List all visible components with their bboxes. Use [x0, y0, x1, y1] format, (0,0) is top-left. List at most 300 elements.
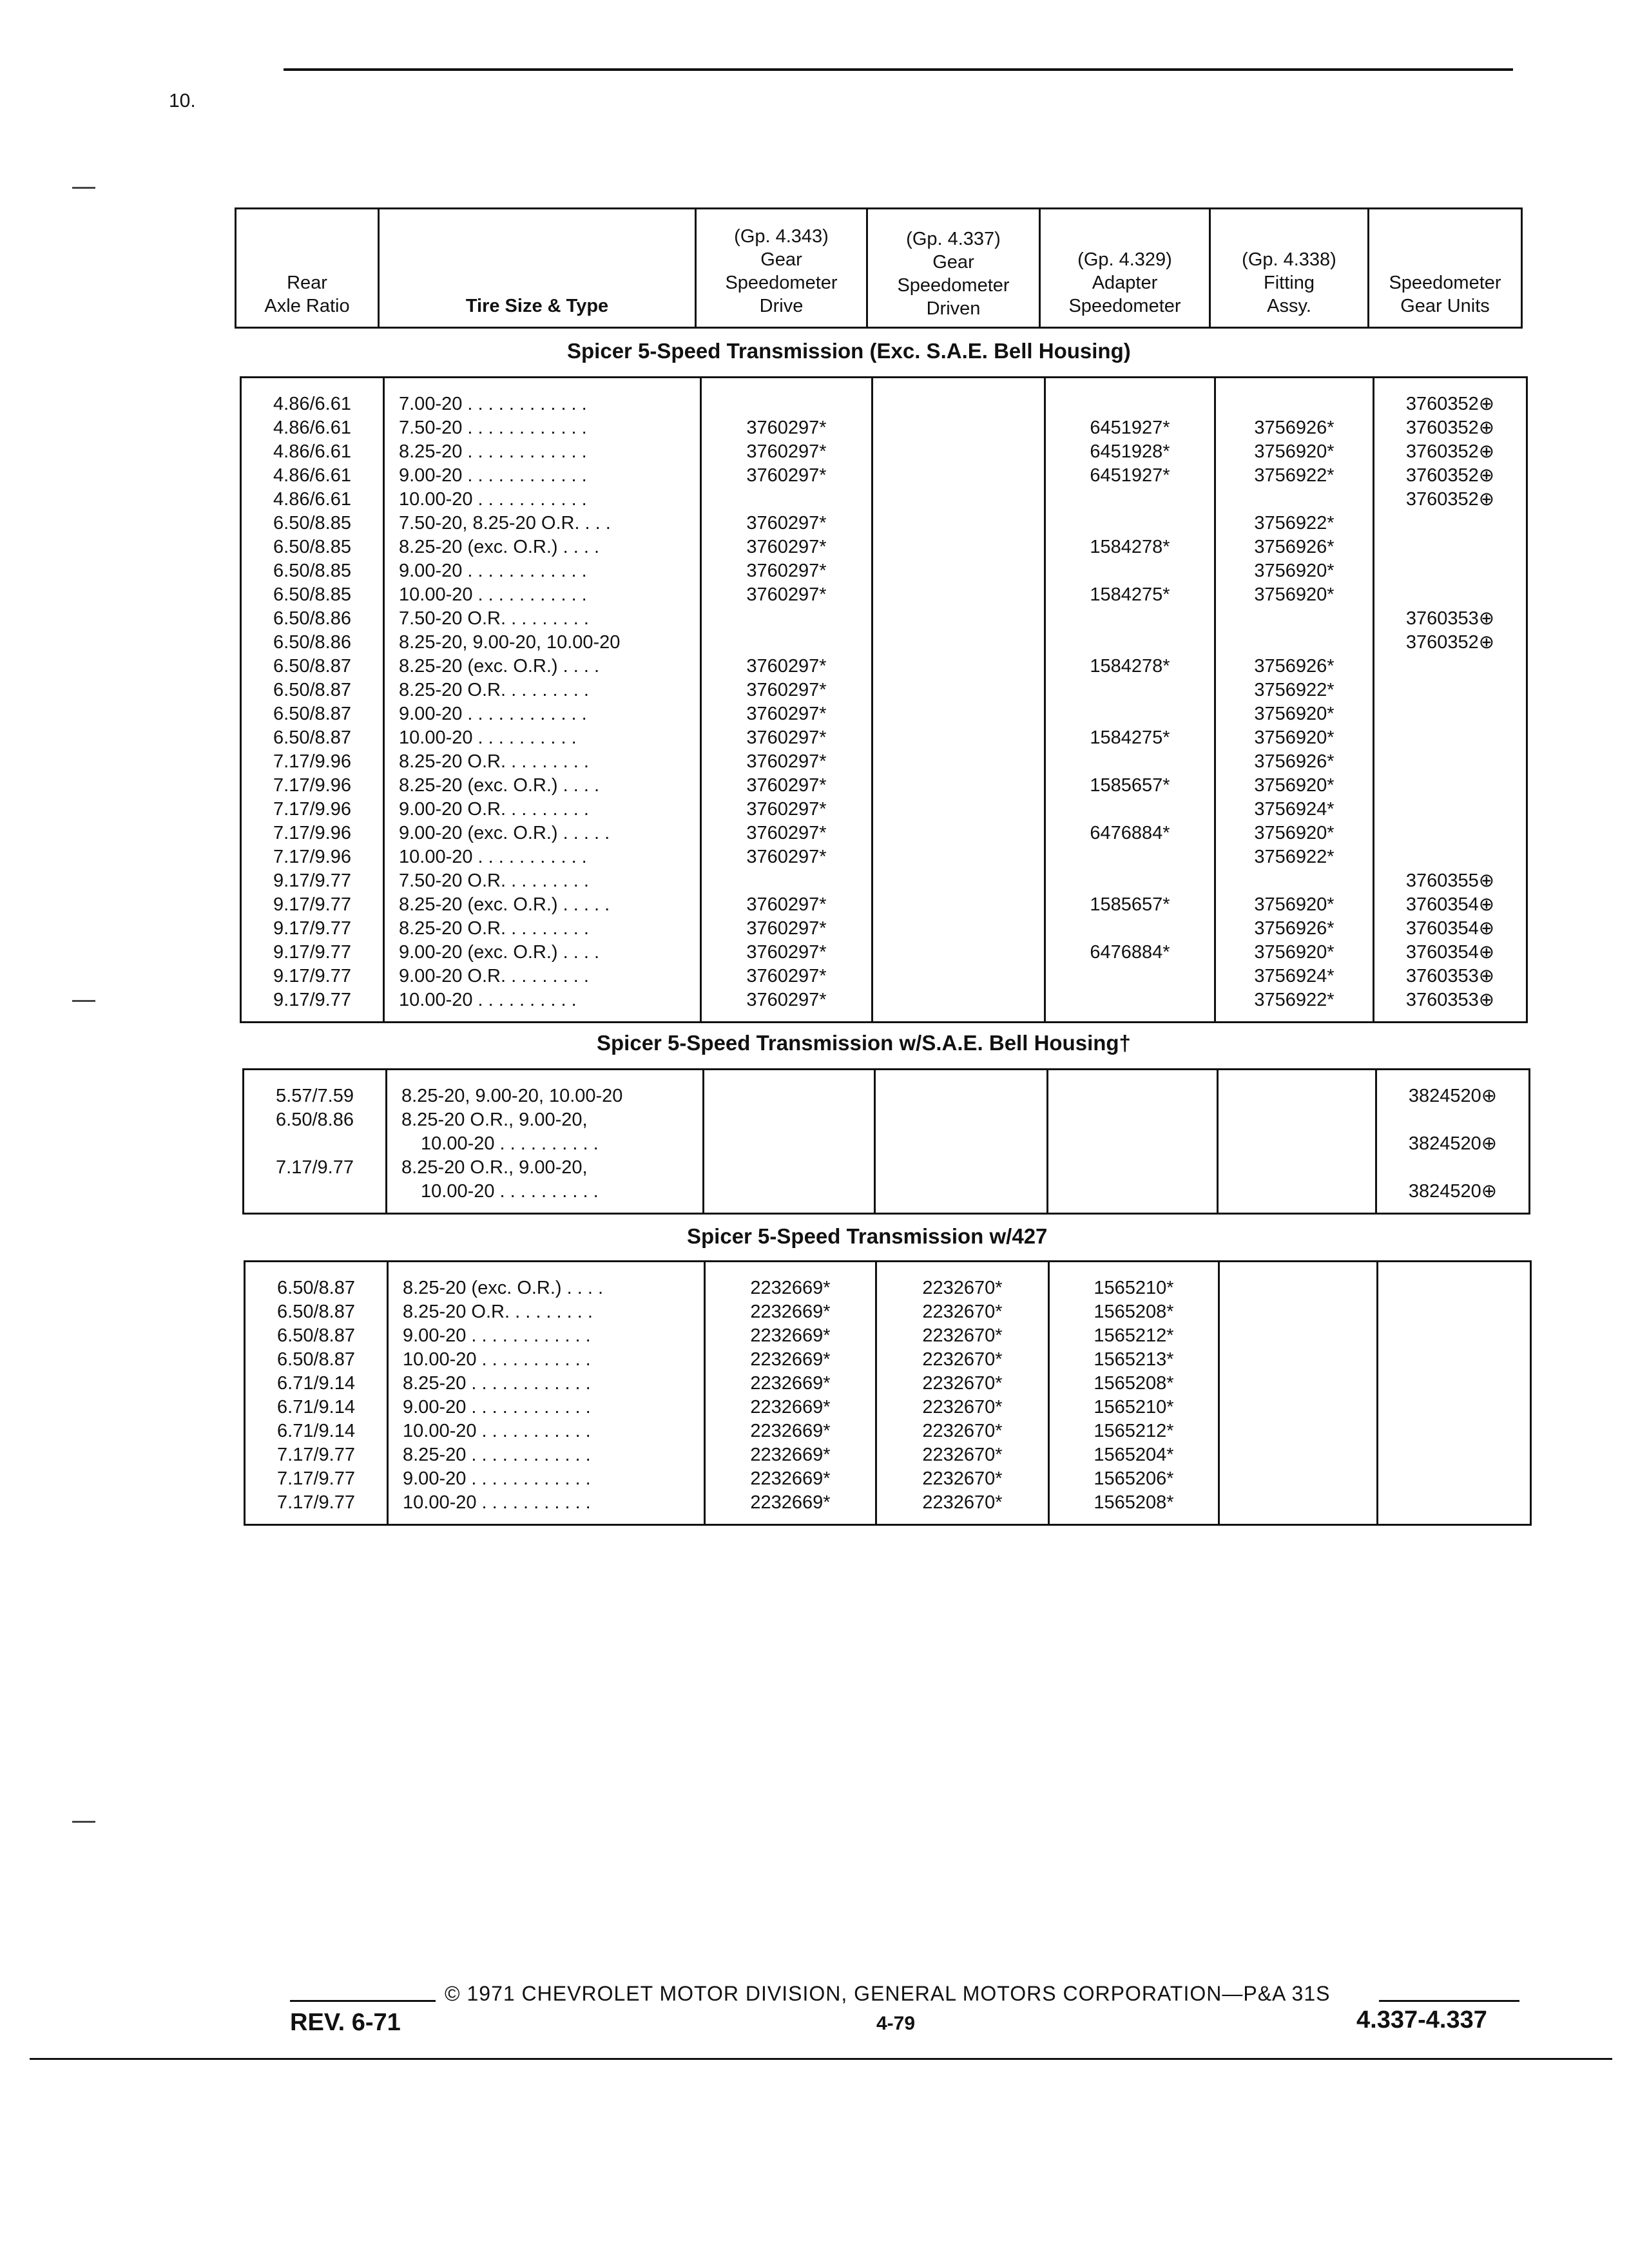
adapter-cell	[1048, 1180, 1218, 1204]
gear-drive-cell: 3760297*	[701, 512, 872, 535]
gear-driven-cell	[875, 1084, 1048, 1108]
header-line: Gear	[932, 252, 974, 273]
gear-drive-cell	[701, 869, 872, 893]
fitting-cell	[1219, 1276, 1378, 1300]
fitting-cell: 3756926*	[1215, 416, 1374, 440]
tire-size-cell: 8.25-20 (exc. O.R.) . . . .	[388, 1276, 705, 1300]
gear-drive-cell: 2232669*	[705, 1300, 876, 1324]
adapter-cell: 1565206*	[1049, 1467, 1219, 1491]
gear-driven-cell	[872, 440, 1045, 464]
column-header-table	[235, 207, 1523, 329]
gear-driven-cell	[875, 1156, 1048, 1180]
adapter-cell: 1565212*	[1049, 1324, 1219, 1348]
adapter-cell: 1565210*	[1049, 1396, 1219, 1419]
gear-units-cell	[1374, 702, 1527, 726]
adapter-cell: 1565213*	[1049, 1348, 1219, 1372]
gear-driven-cell: 2232670*	[876, 1419, 1049, 1443]
gear-driven-cell: 2232670*	[876, 1372, 1049, 1396]
axle-ratio-cell: 6.50/8.87	[245, 1348, 388, 1372]
table-row	[244, 1132, 1530, 1156]
gear-driven-cell	[872, 464, 1045, 488]
adapter-cell	[1045, 965, 1215, 988]
gear-units-cell	[1374, 678, 1527, 702]
tire-size-cell: 10.00-20 . . . . . . . . . . .	[384, 488, 701, 512]
gear-driven-cell	[872, 607, 1045, 631]
table-row	[241, 559, 1527, 583]
page-label: 4-79	[876, 2013, 916, 2034]
table-row	[241, 941, 1527, 965]
axle-ratio-cell: 6.50/8.87	[241, 655, 384, 678]
table-row	[241, 869, 1527, 893]
table-row	[241, 488, 1527, 512]
gear-units-cell	[1378, 1300, 1531, 1324]
gear-driven-cell: 2232670*	[876, 1396, 1049, 1419]
gear-drive-cell: 3760297*	[701, 965, 872, 988]
tire-size-cell: 10.00-20 . . . . . . . . . . .	[388, 1348, 705, 1372]
gear-driven-cell	[872, 941, 1045, 965]
fitting-cell: 3756922*	[1215, 464, 1374, 488]
axle-ratio-cell: 6.71/9.14	[245, 1372, 388, 1396]
table-row	[241, 535, 1527, 559]
axle-ratio-cell: 7.17/9.77	[245, 1467, 388, 1491]
axle-ratio-cell: 6.50/8.85	[241, 583, 384, 607]
tire-size-cell: 10.00-20 . . . . . . . . . . .	[384, 845, 701, 869]
axle-ratio-cell: 4.86/6.61	[241, 488, 384, 512]
tire-size-cell: 9.00-20 . . . . . . . . . . . .	[388, 1467, 705, 1491]
axle-ratio-cell	[244, 1132, 387, 1156]
adapter-cell: 1565212*	[1049, 1419, 1219, 1443]
tire-size-cell: 10.00-20 . . . . . . . . . .	[384, 988, 701, 1012]
adapter-cell: 6451927*	[1045, 464, 1215, 488]
fitting-cell	[1218, 1132, 1376, 1156]
section-title-2: Spicer 5-Speed Transmission w/S.A.E. Bell Housing†	[597, 1031, 1131, 1055]
tire-size-cell: 9.00-20 . . . . . . . . . . . .	[384, 702, 701, 726]
section-table-2	[242, 1068, 1530, 1215]
header-line: (Gp. 4.337)	[906, 229, 1001, 249]
table-row	[241, 822, 1527, 845]
gear-driven-cell	[872, 392, 1045, 416]
gear-driven-cell: 2232670*	[876, 1491, 1049, 1515]
tire-size-cell: 9.00-20 . . . . . . . . . . . .	[388, 1324, 705, 1348]
gear-units-cell	[1374, 845, 1527, 869]
fitting-cell	[1218, 1180, 1376, 1204]
tire-size-cell: 8.25-20 (exc. O.R.) . . . . .	[384, 893, 701, 917]
fitting-cell	[1215, 631, 1374, 655]
adapter-cell: 1565208*	[1049, 1491, 1219, 1515]
adapter-cell	[1045, 392, 1215, 416]
gear-drive-cell	[701, 488, 872, 512]
tire-size-cell: 8.25-20 . . . . . . . . . . . .	[384, 440, 701, 464]
table-row	[241, 583, 1527, 607]
tire-size-cell: 7.50-20 . . . . . . . . . . . .	[384, 416, 701, 440]
adapter-cell: 1565208*	[1049, 1300, 1219, 1324]
tire-size-cell: 8.25-20 O.R. . . . . . . . .	[384, 917, 701, 941]
adapter-cell	[1045, 702, 1215, 726]
gear-driven-cell	[872, 726, 1045, 750]
gear-driven-cell	[875, 1180, 1048, 1204]
table-row	[241, 702, 1527, 726]
gear-driven-cell	[872, 893, 1045, 917]
gear-drive-cell: 3760297*	[701, 559, 872, 583]
adapter-cell	[1045, 607, 1215, 631]
section-title-1: Spicer 5-Speed Transmission (Exc. S.A.E. Bell Housing)	[567, 339, 1131, 363]
adapter-cell	[1045, 488, 1215, 512]
gear-drive-cell	[701, 631, 872, 655]
fitting-cell	[1219, 1443, 1378, 1467]
fitting-cell	[1219, 1372, 1378, 1396]
fitting-cell: 3756926*	[1215, 917, 1374, 941]
gear-units-cell	[1378, 1324, 1531, 1348]
gear-units-cell	[1374, 726, 1527, 750]
adapter-cell: 1584275*	[1045, 726, 1215, 750]
gear-drive-cell: 3760297*	[701, 702, 872, 726]
gear-driven-cell: 2232670*	[876, 1467, 1049, 1491]
adapter-cell	[1045, 559, 1215, 583]
table-row	[241, 440, 1527, 464]
tire-size-cell: 10.00-20 . . . . . . . . . . .	[388, 1419, 705, 1443]
adapter-cell	[1045, 750, 1215, 774]
top-rule	[284, 68, 1513, 71]
fitting-cell	[1218, 1156, 1376, 1180]
margin-mark-1	[72, 187, 95, 189]
gear-drive-cell: 3760297*	[701, 535, 872, 559]
gear-units-cell: 3760352⊕	[1374, 464, 1527, 488]
adapter-cell: 1584275*	[1045, 583, 1215, 607]
gear-drive-cell: 3760297*	[701, 655, 872, 678]
margin-mark-3	[72, 1821, 95, 1823]
axle-ratio-cell: 6.50/8.85	[241, 559, 384, 583]
gear-drive-cell: 3760297*	[701, 798, 872, 822]
gear-driven-cell	[872, 655, 1045, 678]
gear-units-cell: 3760354⊕	[1374, 917, 1527, 941]
fitting-cell: 3756920*	[1215, 941, 1374, 965]
gear-units-cell	[1374, 750, 1527, 774]
gear-units-cell	[1378, 1467, 1531, 1491]
axle-ratio-cell	[244, 1180, 387, 1204]
gear-units-cell: 3760354⊕	[1374, 893, 1527, 917]
axle-ratio-cell: 7.17/9.96	[241, 822, 384, 845]
gear-driven-cell	[872, 583, 1045, 607]
table-row	[244, 1084, 1530, 1108]
axle-ratio-cell: 9.17/9.77	[241, 869, 384, 893]
gear-units-cell	[1374, 822, 1527, 845]
section-table-3	[244, 1260, 1532, 1526]
header-line: (Gp. 4.343)	[734, 226, 829, 247]
gear-drive-cell: 2232669*	[705, 1396, 876, 1419]
tire-size-cell: 8.25-20 . . . . . . . . . . . .	[388, 1443, 705, 1467]
header-line: Speedometer	[1389, 273, 1501, 293]
axle-ratio-cell: 6.50/8.87	[241, 678, 384, 702]
gear-units-cell: 3760353⊕	[1374, 607, 1527, 631]
table-row	[241, 655, 1527, 678]
header-gear-units	[1369, 209, 1522, 328]
gear-units-cell	[1374, 774, 1527, 798]
tire-size-cell: 8.25-20 O.R. . . . . . . . .	[388, 1300, 705, 1324]
table-row	[241, 988, 1527, 1012]
table-row	[245, 1276, 1531, 1300]
fitting-cell	[1218, 1084, 1376, 1108]
fitting-cell: 3756922*	[1215, 988, 1374, 1012]
axle-ratio-cell: 7.17/9.96	[241, 798, 384, 822]
adapter-cell	[1048, 1132, 1218, 1156]
table-row	[245, 1467, 1531, 1491]
tire-size-cell: 8.25-20, 9.00-20, 10.00-20	[384, 631, 701, 655]
gear-drive-cell: 3760297*	[701, 678, 872, 702]
gear-drive-cell	[701, 607, 872, 631]
axle-ratio-cell: 4.86/6.61	[241, 464, 384, 488]
header-line: Gear	[760, 249, 802, 270]
fitting-cell: 3756922*	[1215, 678, 1374, 702]
axle-ratio-cell: 6.50/8.87	[241, 726, 384, 750]
header-line: Tire Size & Type	[465, 296, 609, 316]
axle-ratio-cell: 9.17/9.77	[241, 988, 384, 1012]
gear-drive-cell: 3760297*	[701, 440, 872, 464]
gear-driven-cell: 2232670*	[876, 1443, 1049, 1467]
axle-ratio-cell: 7.17/9.96	[241, 774, 384, 798]
gear-driven-cell	[872, 798, 1045, 822]
gear-drive-cell: 3760297*	[701, 822, 872, 845]
tire-size-cell: 10.00-20 . . . . . . . . . .	[387, 1132, 704, 1156]
gear-drive-cell	[704, 1180, 875, 1204]
fitting-cell	[1215, 607, 1374, 631]
axle-ratio-cell: 7.17/9.96	[241, 750, 384, 774]
axle-ratio-cell: 9.17/9.77	[241, 893, 384, 917]
header-adapter	[1040, 209, 1210, 328]
gear-driven-cell	[872, 678, 1045, 702]
header-fitting	[1210, 209, 1369, 328]
tire-size-cell: 9.00-20 . . . . . . . . . . . .	[384, 464, 701, 488]
footer-rule-left	[290, 2000, 436, 2002]
header-line: Axle Ratio	[264, 296, 350, 316]
table-row	[241, 798, 1527, 822]
adapter-cell: 6451927*	[1045, 416, 1215, 440]
fitting-cell	[1219, 1396, 1378, 1419]
table-row	[244, 1108, 1530, 1132]
table-row	[245, 1396, 1531, 1419]
axle-ratio-cell: 6.50/8.85	[241, 512, 384, 535]
header-line: Gear Units	[1400, 296, 1490, 316]
gear-units-cell	[1378, 1276, 1531, 1300]
fitting-cell: 3756920*	[1215, 440, 1374, 464]
adapter-cell: 6476884*	[1045, 822, 1215, 845]
section-title-3: Spicer 5-Speed Transmission w/427	[687, 1224, 1048, 1248]
fitting-cell: 3756922*	[1215, 845, 1374, 869]
axle-ratio-cell: 6.50/8.86	[244, 1108, 387, 1132]
table-row	[245, 1419, 1531, 1443]
gear-drive-cell: 2232669*	[705, 1443, 876, 1467]
gear-units-cell	[1378, 1419, 1531, 1443]
fitting-cell	[1215, 869, 1374, 893]
table-row	[241, 774, 1527, 798]
section-table-1	[240, 376, 1528, 1023]
tire-size-cell: 8.25-20 O.R., 9.00-20,	[387, 1156, 704, 1180]
tire-size-cell: 9.00-20 O.R. . . . . . . . .	[384, 798, 701, 822]
adapter-cell	[1045, 678, 1215, 702]
header-tire-size	[379, 209, 696, 328]
axle-ratio-cell: 9.17/9.77	[241, 941, 384, 965]
gear-driven-cell	[875, 1108, 1048, 1132]
gear-drive-cell: 2232669*	[705, 1419, 876, 1443]
gear-driven-cell	[872, 416, 1045, 440]
header-line: Speedometer	[725, 273, 838, 293]
tire-size-cell: 7.50-20 O.R. . . . . . . . .	[384, 607, 701, 631]
gear-drive-cell: 2232669*	[705, 1372, 876, 1396]
adapter-cell: 6451928*	[1045, 440, 1215, 464]
fitting-cell: 3756926*	[1215, 655, 1374, 678]
gear-drive-cell: 3760297*	[701, 416, 872, 440]
gear-drive-cell	[701, 392, 872, 416]
adapter-cell: 1565208*	[1049, 1372, 1219, 1396]
tire-size-cell: 9.00-20 . . . . . . . . . . . .	[384, 559, 701, 583]
gear-drive-cell: 3760297*	[701, 583, 872, 607]
adapter-cell	[1045, 988, 1215, 1012]
gear-drive-cell: 3760297*	[701, 774, 872, 798]
gear-units-cell	[1376, 1108, 1530, 1132]
gear-units-cell: 3760354⊕	[1374, 941, 1527, 965]
fitting-cell	[1219, 1300, 1378, 1324]
adapter-cell	[1045, 631, 1215, 655]
bottom-rule	[30, 2058, 1612, 2060]
gear-drive-cell: 2232669*	[705, 1467, 876, 1491]
gear-drive-cell: 3760297*	[701, 988, 872, 1012]
axle-ratio-cell: 6.50/8.87	[245, 1324, 388, 1348]
tire-size-cell: 9.00-20 (exc. O.R.) . . . .	[384, 941, 701, 965]
header-line: Speedometer	[897, 275, 1010, 296]
adapter-cell: 1585657*	[1045, 774, 1215, 798]
fitting-cell	[1215, 488, 1374, 512]
gear-driven-cell	[872, 535, 1045, 559]
adapter-cell: 1565204*	[1049, 1443, 1219, 1467]
fitting-cell	[1219, 1419, 1378, 1443]
gear-drive-cell: 2232669*	[705, 1491, 876, 1515]
gear-driven-cell	[872, 702, 1045, 726]
gear-units-cell: 3760352⊕	[1374, 392, 1527, 416]
axle-ratio-cell: 9.17/9.77	[241, 965, 384, 988]
table-row	[241, 726, 1527, 750]
axle-ratio-cell: 7.17/9.77	[245, 1491, 388, 1515]
table-row	[241, 893, 1527, 917]
header-line: Drive	[759, 296, 804, 316]
fitting-cell	[1219, 1348, 1378, 1372]
table-row	[241, 965, 1527, 988]
gear-units-cell: 3760352⊕	[1374, 440, 1527, 464]
table-row	[241, 845, 1527, 869]
gear-drive-cell	[704, 1108, 875, 1132]
gear-drive-cell: 3760297*	[701, 726, 872, 750]
table-row	[241, 512, 1527, 535]
tire-size-cell: 9.00-20 (exc. O.R.) . . . . .	[384, 822, 701, 845]
fitting-cell: 3756920*	[1215, 774, 1374, 798]
gear-driven-cell: 2232670*	[876, 1276, 1049, 1300]
axle-ratio-cell: 6.50/8.86	[241, 631, 384, 655]
tire-size-cell: 8.25-20 . . . . . . . . . . . .	[388, 1372, 705, 1396]
gear-units-cell	[1374, 798, 1527, 822]
header-line: Rear	[287, 273, 327, 293]
gear-units-cell: 3760352⊕	[1374, 631, 1527, 655]
gear-units-cell	[1374, 512, 1527, 535]
gear-drive-cell	[704, 1156, 875, 1180]
tire-size-cell: 10.00-20 . . . . . . . . . . .	[388, 1491, 705, 1515]
adapter-cell: 1565210*	[1049, 1276, 1219, 1300]
adapter-cell	[1045, 917, 1215, 941]
fitting-cell	[1219, 1324, 1378, 1348]
tire-size-cell: 8.25-20 O.R. . . . . . . . .	[384, 750, 701, 774]
adapter-cell: 1584278*	[1045, 535, 1215, 559]
gear-drive-cell: 3760297*	[701, 941, 872, 965]
adapter-cell	[1048, 1108, 1218, 1132]
gear-units-cell	[1374, 583, 1527, 607]
axle-ratio-cell: 4.86/6.61	[241, 392, 384, 416]
gear-units-cell	[1378, 1372, 1531, 1396]
adapter-cell: 1584278*	[1045, 655, 1215, 678]
gear-drive-cell: 2232669*	[705, 1348, 876, 1372]
adapter-cell	[1045, 845, 1215, 869]
gear-driven-cell	[872, 488, 1045, 512]
header-line: Assy.	[1267, 296, 1311, 316]
tire-size-cell: 8.25-20, 9.00-20, 10.00-20	[387, 1084, 704, 1108]
gear-drive-cell: 3760297*	[701, 917, 872, 941]
fitting-cell: 3756926*	[1215, 750, 1374, 774]
gear-driven-cell	[872, 917, 1045, 941]
table-row	[244, 1156, 1530, 1180]
gear-units-cell: 3760353⊕	[1374, 965, 1527, 988]
table-row	[245, 1300, 1531, 1324]
fitting-cell	[1219, 1491, 1378, 1515]
gear-drive-cell	[704, 1132, 875, 1156]
fitting-cell: 3756920*	[1215, 702, 1374, 726]
table-row	[241, 917, 1527, 941]
axle-ratio-cell: 6.50/8.85	[241, 535, 384, 559]
tire-size-cell: 8.25-20 (exc. O.R.) . . . .	[384, 535, 701, 559]
tire-size-cell: 8.25-20 O.R., 9.00-20,	[387, 1108, 704, 1132]
header-line: (Gp. 4.338)	[1242, 249, 1336, 270]
adapter-cell	[1048, 1084, 1218, 1108]
axle-ratio-cell: 6.50/8.87	[241, 702, 384, 726]
table-row	[245, 1491, 1531, 1515]
axle-ratio-cell: 6.71/9.14	[245, 1419, 388, 1443]
table-row	[245, 1324, 1531, 1348]
table-row	[245, 1372, 1531, 1396]
tire-size-cell: 9.00-20 O.R. . . . . . . . .	[384, 965, 701, 988]
header-line: Speedometer	[1068, 296, 1181, 316]
adapter-cell	[1048, 1156, 1218, 1180]
gear-units-cell	[1374, 535, 1527, 559]
table-row	[241, 607, 1527, 631]
table-row	[245, 1348, 1531, 1372]
gear-units-cell	[1378, 1443, 1531, 1467]
tire-size-cell: 10.00-20 . . . . . . . . . . .	[384, 583, 701, 607]
gear-drive-cell: 2232669*	[705, 1324, 876, 1348]
header-line: Driven	[926, 298, 981, 319]
axle-ratio-cell: 7.17/9.96	[241, 845, 384, 869]
margin-mark-2	[72, 1000, 95, 1002]
gear-driven-cell: 2232670*	[876, 1324, 1049, 1348]
gear-driven-cell	[872, 822, 1045, 845]
fitting-cell	[1219, 1467, 1378, 1491]
header-axle-ratio	[236, 209, 379, 328]
gear-units-cell: 3824520⊕	[1376, 1180, 1530, 1204]
axle-ratio-cell: 6.50/8.87	[245, 1276, 388, 1300]
gear-driven-cell	[872, 512, 1045, 535]
axle-ratio-cell: 7.17/9.77	[244, 1156, 387, 1180]
gear-driven-cell	[872, 631, 1045, 655]
page-number: 10.	[169, 90, 196, 111]
tire-size-cell: 8.25-20 (exc. O.R.) . . . .	[384, 655, 701, 678]
adapter-cell: 6476884*	[1045, 941, 1215, 965]
table-row	[241, 678, 1527, 702]
gear-driven-cell	[872, 845, 1045, 869]
fitting-cell: 3756920*	[1215, 559, 1374, 583]
